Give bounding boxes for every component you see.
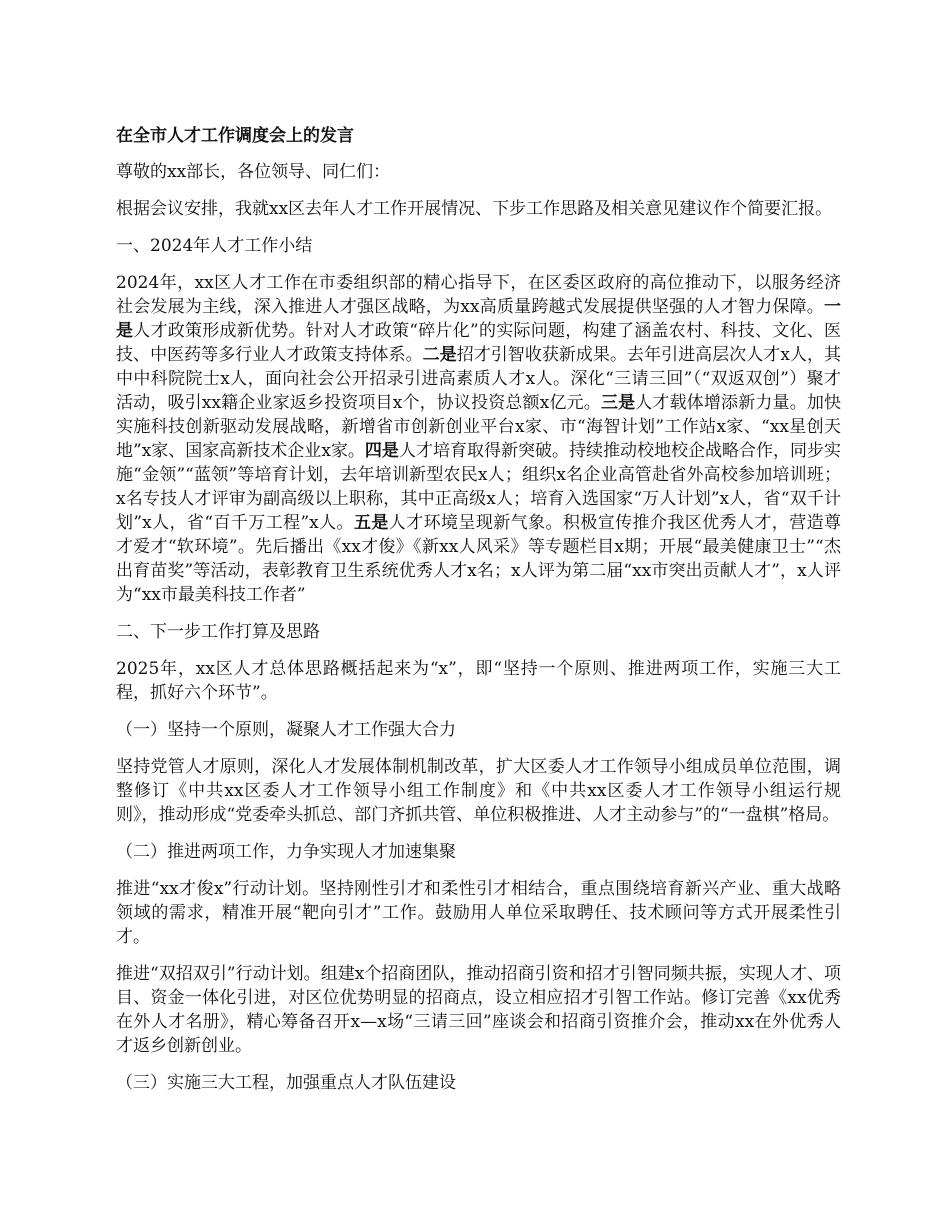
point3-text: 人才载体增添新力量。加快实施科技创新驱动发展战略，新增省市创新创业平台x家、市“海智计划”工作站x家、“xx星创天地”x家、国家高新技术企业x家。: [116, 393, 842, 461]
point1-label: 一是: [116, 297, 841, 341]
subsection1-text: 坚持党管人才原则，深化人才发展体制机制改革，扩大区委人才工作领导小组成员单位范围，调整修订《中共xx区委人才工作领导小组工作制度》和《中共xx区委人才工作领导小组运行规则》，推动形成“党委牵头抓总、部门齐抓共管、单位积极推进、人才主动参与”的“一盘棋”格局。: [116, 757, 841, 825]
point4-label: 四是: [364, 441, 399, 461]
point1-text: 人才政策形成新优势。针对人才政策“碎片化”的实际问题，构建了涵盖农村、科技、文化、医技、中医药等多行业人才政策支持体系。: [116, 321, 842, 365]
point5-text: 人才环境呈现新气象。积极宣传推介我区优秀人才，营造尊才爱才“软环境”。先后播出《xx才俊》《新xx人风采》等专题栏目x期；开展“最美健康卫士”“杰出育苗奖”等活动，表彰教育卫生系统优秀人才x名；x人评为第二届“xx市突出贡献人才”，x人评为“xx市最美科技工作者”: [116, 513, 842, 605]
section1-heading: 一、2024年人才工作小结: [116, 236, 313, 256]
document-page: [116, 124, 841, 1108]
subsection2-paragraph-1: 推进“xx才俊x”行动计划。坚持刚性引才和柔性引才相结合，重点围绕培育新兴产业、重大战略领域的需求，精准开展“靶向引才”工作。鼓励用人单位采取聘任、技术顾问等方式开展柔性引才。: [116, 879, 841, 947]
subsection3-heading: （三）实施三大工程，加强重点人才队伍建设: [116, 1073, 456, 1093]
subsection2-paragraph-2: 推进“双招双引”行动计划。组建x个招商团队，推动招商引资和招才引智同频共振，实现人才、项目、资金一体化引进，对区位优势明显的招商点，设立相应招才引智工作站。修订完善《xx优秀在外人才名册》，精心筹备召开x—x场“三请三回”座谈会和招商引资推介会，推动xx在外优秀人才返乡创新创业。: [116, 964, 841, 1056]
greeting: 尊敬的xx部长，各位领导、同仁们：: [116, 162, 391, 182]
point2-label: 二是: [422, 345, 457, 365]
section1-lead-text: 2024年，xx区人才工作在市委组织部的精心指导下，在区委区政府的高位推动下，以服务经济社会发展为主线，深入推进人才强区战略，为xx高质量跨越式发展提供坚强的人才智力保障。: [116, 273, 841, 317]
subsection1-heading: （一）坚持一个原则，凝聚人才工作强大合力: [116, 720, 456, 740]
section1-paragraph: [116, 271, 841, 607]
section2-heading: 二、下一步工作打算及思路: [116, 622, 320, 642]
document-title: 在全市人才工作调度会上的发言: [116, 126, 354, 146]
section2-intro: 2025年，xx区人才总体思路概括起来为“x”，即“坚持一个原则、推进两项工作，实施三大工程，抓好六个环节”。: [116, 659, 841, 703]
intro-paragraph: 根据会议安排，我就xx区去年人才工作开展情况、下步工作思路及相关意见建议作个简要汇报。: [116, 199, 833, 219]
point3-label: 三是: [600, 393, 636, 413]
subsection2-heading: （二）推进两项工作，力争实现人才加速集聚: [116, 842, 456, 862]
point4-text: 人才培育取得新突破。持续推动校地校企战略合作，同步实施“金领”“蓝领”等培育计划，去年培训新型农民x人；组织x名企业高管赴省外高校参加培训班；x名专技人才评审为副高级以上职称，其中正高级x人；培育入选国家“万人计划”x人，省“双千计划”x人，省“百千万工程”x人。: [116, 441, 842, 533]
point2-text: 招才引智收获新成果。去年引进高层次人才x人，其中中科院院士x人，面向社会公开招录引进高素质人才x人。深化“三请三回”（“双返双创”）聚才活动，吸引xx籍企业家返乡投资项目x个，协议投资总额x亿元。: [116, 345, 842, 413]
point5-label: 五是: [353, 513, 389, 533]
